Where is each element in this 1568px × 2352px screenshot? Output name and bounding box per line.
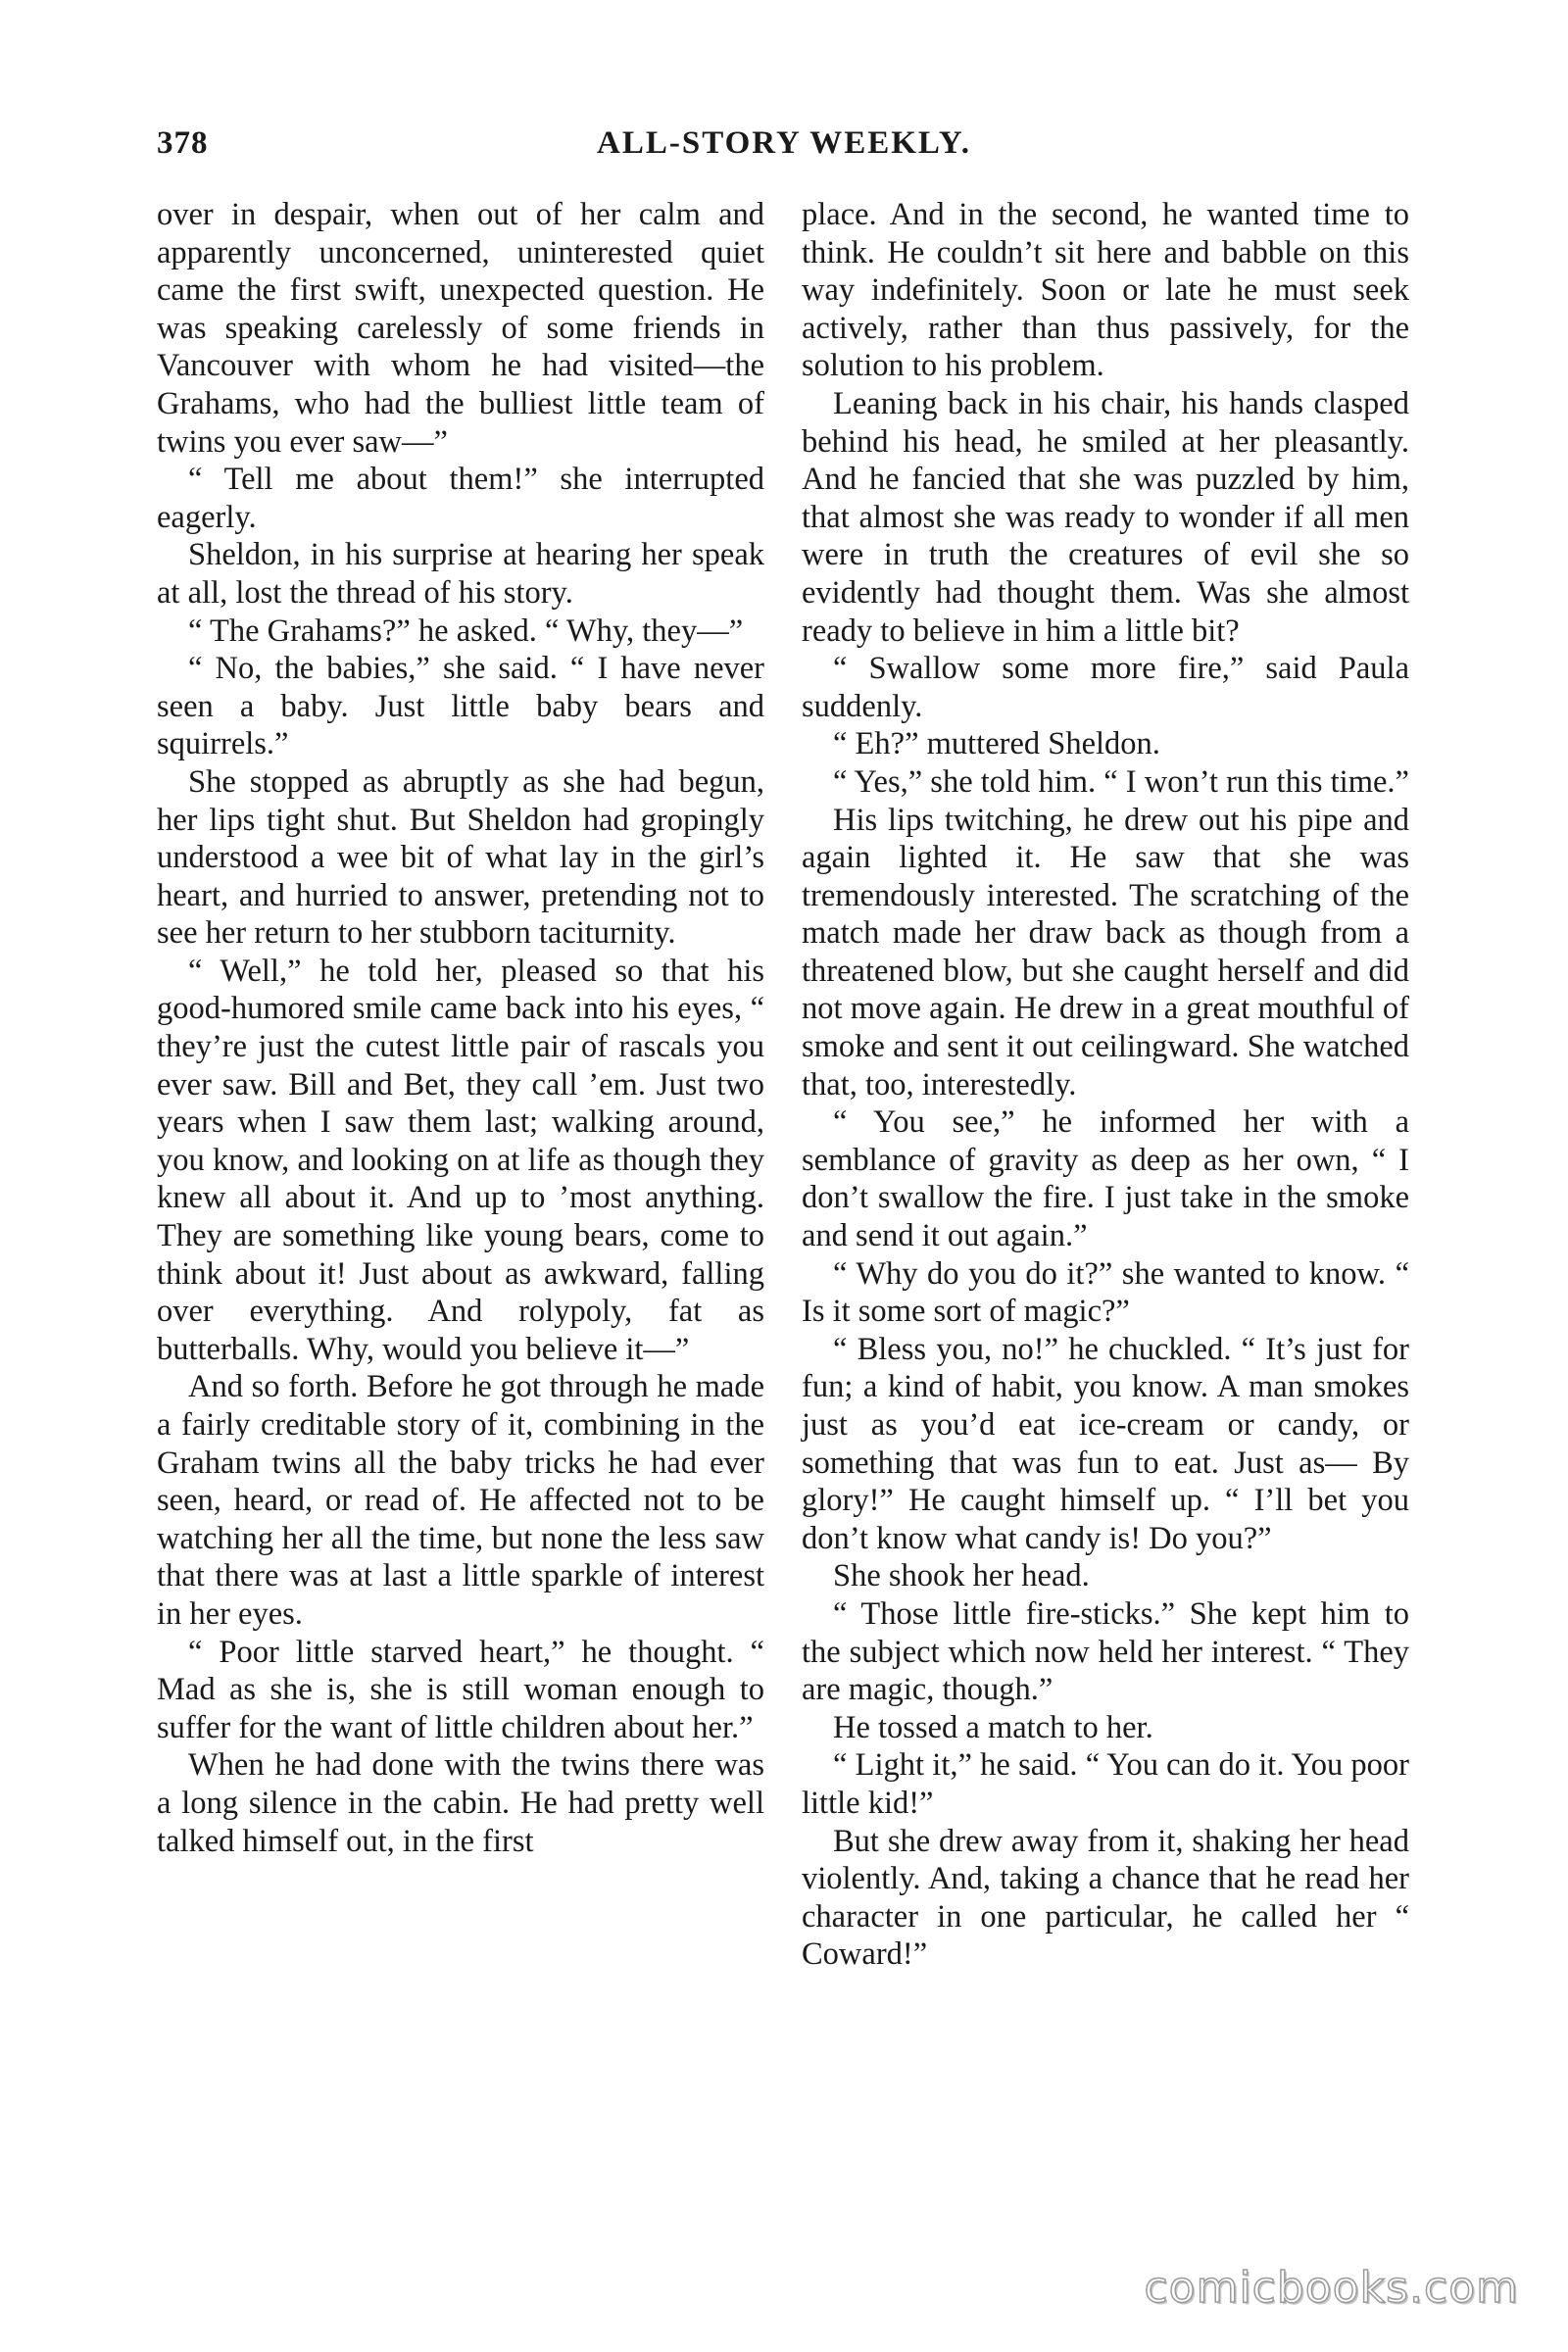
paragraph: His lips twitching, he drew out his pipe and again lighted it. He saw that she was tremendously interested. The scratching of the match made her draw back as though from a threatened blow, but she caught herself and did not move again. He drew in a great mouthful of smoke and sent it out ceilingward. She watched that, too, interestedly. (802, 802, 1409, 1102)
paragraph: She shook her head. (833, 1558, 1090, 1594)
paragraph: “ No, the babies,” she said. “ I have never seen a baby. Just little baby bears and squirrels.” (157, 651, 764, 762)
paragraph: “ Those little fire-sticks.” She kept him to the subject which now held her interest. “ They are magic, though.” (802, 1595, 1409, 1708)
paragraph: He tossed a match to her. (833, 1709, 1153, 1745)
paragraph: “ Light it,” he said. “ You can do it. You poor little kid!” (802, 1747, 1409, 1821)
paragraph: place. And in the second, he wanted time to think. He couldn’t sit here and babble on this way indefinitely. Soon or late he must seek actively, rather than thus passively, for the solution to his problem. (802, 197, 1409, 384)
paragraph: over in despair, when out of her calm and apparently unconcerned, uninterested quiet came the first swift, unexpected question. He was speaking carelessly of some friends in Vancouver with whom he had visited—the Grahams, who had the bulliest little team of twins you ever saw—” (157, 197, 764, 460)
left-column (157, 196, 764, 1860)
paragraph: Leaning back in his chair, his hands clasped behind his head, he smiled at her pleasantly. And he fancied that she was puzzled by him, that almost she was ready to wonder if all men were in truth the creatures of evil she so evidently had thought them. Was she almost ready to believe in him a little bit? (802, 385, 1409, 649)
paragraph: “ Why do you do it?” she wanted to know. “ Is it some sort of magic?” (802, 1255, 1409, 1330)
paragraph: “ The Grahams?” he asked. “ Why, they—” (188, 612, 744, 649)
paragraph: “ Swallow some more fire,” said Paula suddenly. (802, 651, 1409, 724)
right-column (802, 196, 1409, 1974)
running-head: ALL-STORY WEEKLY. (597, 125, 971, 161)
paragraph: “ Tell me about them!” she interrupted eagerly. (157, 462, 764, 535)
watermark: comicbooks.com (1144, 2263, 1519, 2313)
paragraph: But she drew away from it, shaking her head violently. And, taking a chance that he read her character in one particular, he called her “ Coward!” (802, 1823, 1409, 1973)
paragraph: “ Eh?” muttered Sheldon. (833, 726, 1160, 762)
paragraph: She stopped as abruptly as she had begun, her lips tight shut. But Sheldon had gropingly understood a wee bit of what lay in the girl’s heart, and hurried to answer, pretending not to see her return to her stubborn taciturnity. (157, 763, 764, 952)
paragraph: “ Bless you, no!” he chuckled. “ It’s just for fun; a kind of habit, you know. A man smokes just as you’d eat ice-cream or candy, or something that was fun to eat. Just as— By glory!” He caught himself up. “ I’ll bet you don’t know what candy is! Do you?” (802, 1331, 1409, 1556)
paragraph: Sheldon, in his surprise at hearing her speak at all, lost the thread of his story. (157, 537, 764, 611)
paragraph: “ Yes,” she told him. “ I won’t run this time.” (833, 763, 1409, 800)
paragraph: “ Poor little starved heart,” he thought. “ Mad as she is, she is still woman enough to suffer for the want of little children about her.” (157, 1634, 764, 1745)
paragraph: “ You see,” he informed her with a semblance of gravity as deep as her own, “ I don’t swallow the fire. I just take in the smoke and send it out again.” (802, 1104, 1409, 1254)
page-number: 378 (157, 125, 209, 161)
paragraph: “ Well,” he told her, pleased so that his good-humored smile came back into his eyes, “ they’re just the cutest little pair of rascals you ever saw. Bill and Bet, they call ’em. Just two years when I saw them last; walking around, you know, and looking on at life as though they knew all about it. And up to ’most anything. They are something like young bears, come to think about it! Just about as awkward, falling over everything. And rolypoly, fat as butterballs. Why, would you believe it—” (157, 953, 764, 1367)
page-header (157, 125, 1411, 174)
paragraph: And so forth. Before he got through he made a fairly creditable story of it, combining in the Graham twins all the baby tricks he had ever seen, heard, or read of. He affected not to be watching her all the time, but none the less saw that there was at last a little sparkle of interest in her eyes. (157, 1369, 764, 1632)
paragraph: When he had done with the twins there was a long silence in the cabin. He had pretty well talked himself out, in the first (157, 1747, 764, 1859)
